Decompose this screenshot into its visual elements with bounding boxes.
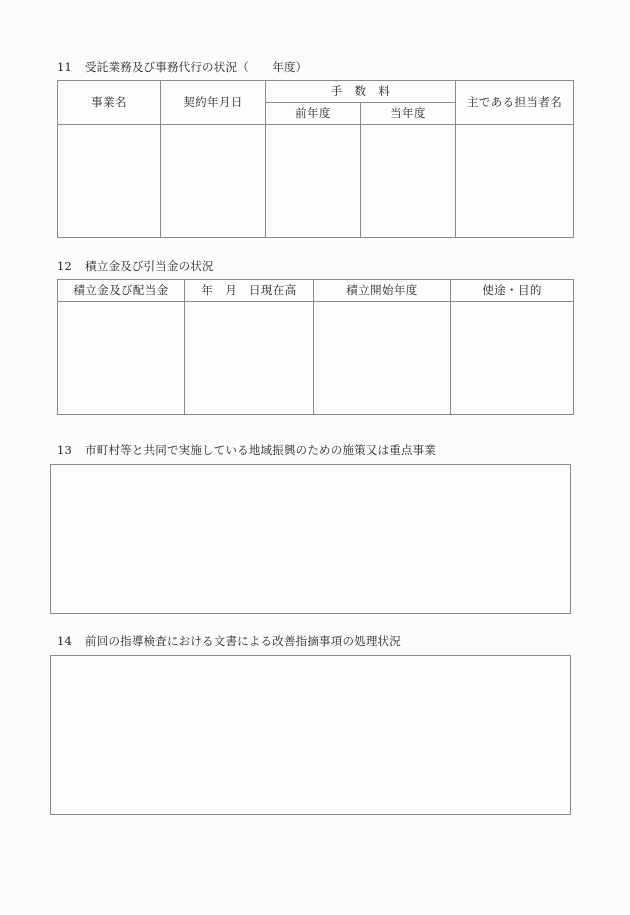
table-header-row-top xyxy=(58,80,574,102)
textbox-regional-promotion-measures-content[interactable] xyxy=(51,465,570,613)
table-received-operations xyxy=(57,80,574,238)
cell-purpose[interactable] xyxy=(451,301,574,414)
header-fee-previous-year: 前年度 xyxy=(266,102,361,124)
section-14 xyxy=(0,634,630,815)
cell-contract-date[interactable] xyxy=(161,124,266,237)
header-purpose: 使途・目的 xyxy=(451,279,574,301)
section-14-number: 14 xyxy=(57,634,73,648)
section-13-heading xyxy=(0,443,630,459)
section-13 xyxy=(0,443,630,614)
cell-fee-current-year[interactable] xyxy=(361,124,456,237)
section-11-title: 受託業務及び事務代行の状況（ 年度） xyxy=(85,60,308,74)
header-fee-current-year: 当年度 xyxy=(361,102,456,124)
section-11-number: 11 xyxy=(57,60,73,74)
textbox-previous-inspection-findings[interactable] xyxy=(50,655,571,815)
cell-main-person-in-charge[interactable] xyxy=(456,124,574,237)
header-main-person-in-charge: 主である担当者名 xyxy=(456,80,574,124)
table-row xyxy=(58,124,574,237)
cell-balance-as-of-date[interactable] xyxy=(185,301,314,414)
table-header-row xyxy=(58,279,574,301)
section-11-heading xyxy=(0,60,630,76)
section-14-heading xyxy=(0,634,630,650)
textbox-regional-promotion-measures[interactable] xyxy=(50,464,571,614)
header-reserve-start-year: 積立開始年度 xyxy=(314,279,451,301)
section-14-title: 前回の指導検査における文書による改善指摘事項の処理状況 xyxy=(85,634,401,648)
header-balance-as-of-date: 年 月 日現在高 xyxy=(185,279,314,301)
textbox-previous-inspection-findings-content[interactable] xyxy=(51,656,570,814)
cell-reserve-start-year[interactable] xyxy=(314,301,451,414)
section-12 xyxy=(0,259,630,415)
header-business-name: 事業名 xyxy=(58,80,161,124)
section-13-number: 13 xyxy=(57,443,73,457)
header-fee-group: 手 数 料 xyxy=(266,80,456,102)
table-row xyxy=(58,301,574,414)
section-12-title: 積立金及び引当金の状況 xyxy=(85,259,214,273)
section-11 xyxy=(0,60,630,238)
cell-fee-previous-year[interactable] xyxy=(266,124,361,237)
header-reserve-and-dividend: 積立金及び配当金 xyxy=(58,279,185,301)
section-13-title: 市町村等と共同で実施している地域振興のための施策又は重点事業 xyxy=(85,443,437,457)
cell-business-name[interactable] xyxy=(58,124,161,237)
section-12-heading xyxy=(0,259,630,275)
section-12-number: 12 xyxy=(57,259,73,273)
header-contract-date: 契約年月日 xyxy=(161,80,266,124)
table-reserve-and-allowance xyxy=(57,279,574,415)
cell-reserve-and-dividend[interactable] xyxy=(58,301,185,414)
